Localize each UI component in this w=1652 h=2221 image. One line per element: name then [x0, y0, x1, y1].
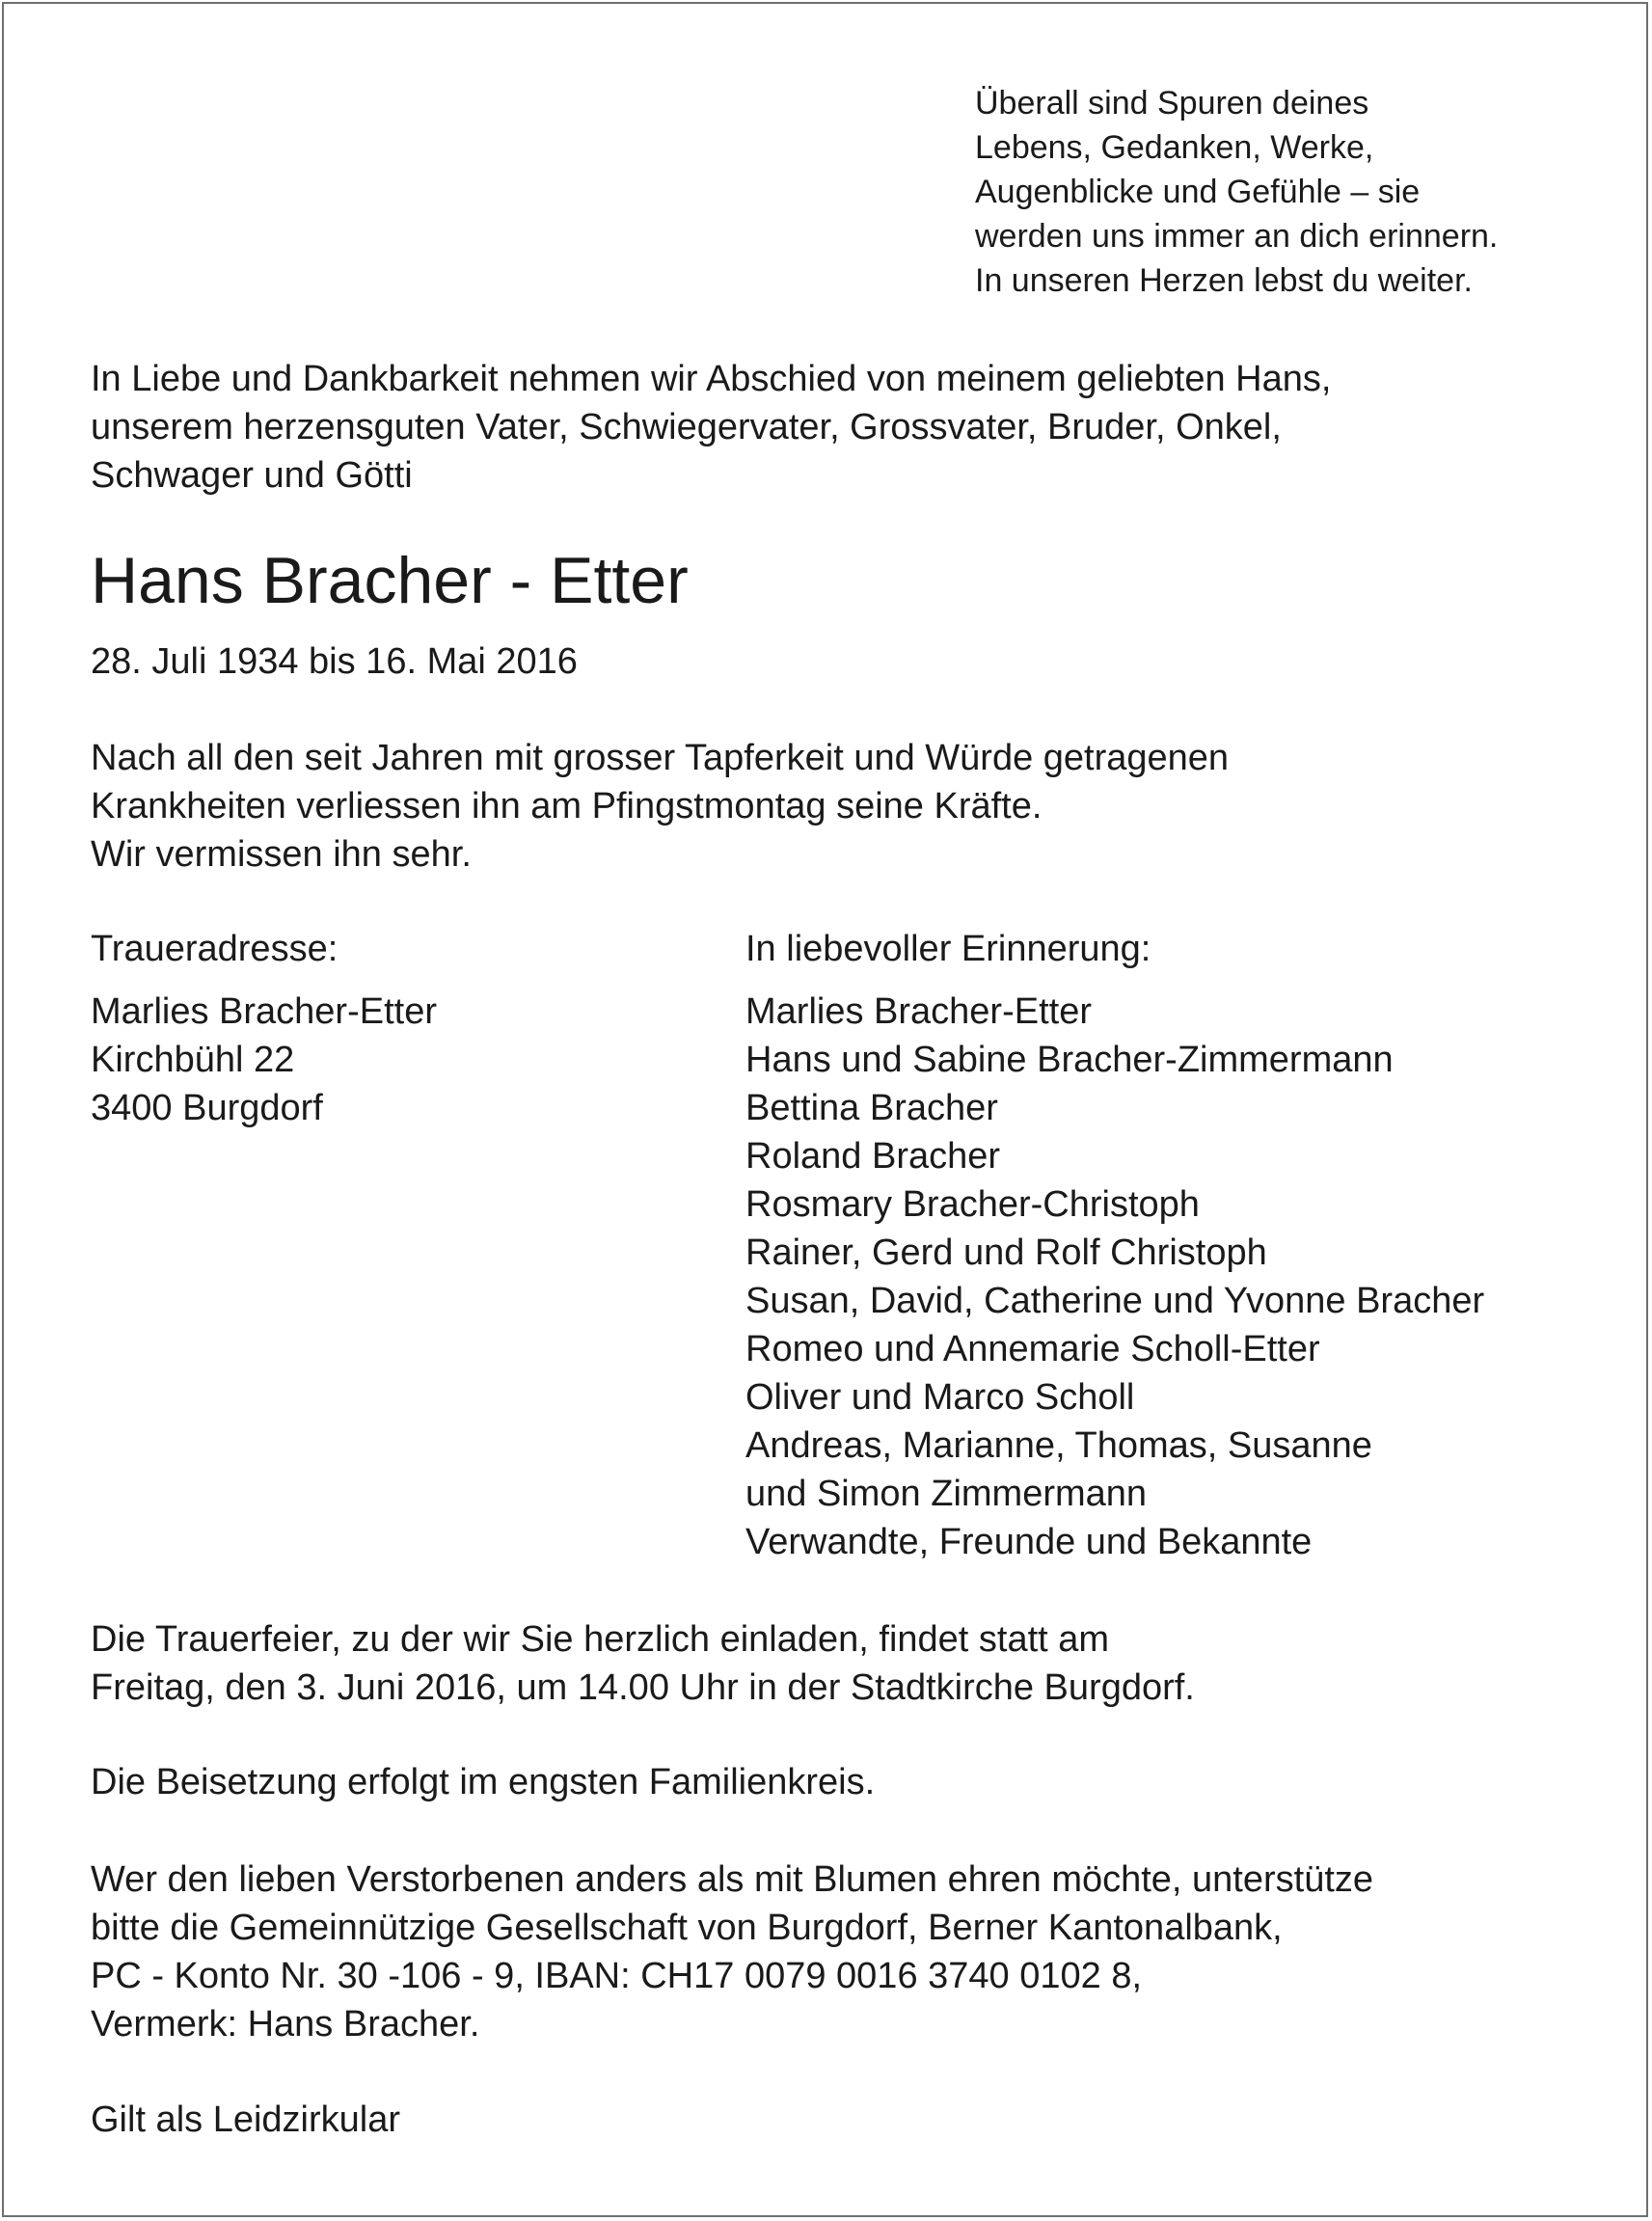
- mourner-line: Marlies Bracher-Etter: [745, 991, 1092, 1032]
- mourner-line: Rainer, Gerd und Rolf Christoph: [745, 1232, 1267, 1273]
- intro-paragraph: [91, 355, 1331, 500]
- mourner-line: Romeo und Annemarie Scholl-Etter: [745, 1329, 1320, 1369]
- mourner-line: Hans und Sabine Bracher-Zimmermann: [745, 1040, 1394, 1080]
- motto-line: Augenblicke und Gefühle – sie: [975, 174, 1421, 210]
- notice-line: Krankheiten verliessen ihn am Pfingstmontag seine Kräfte.: [91, 786, 1043, 826]
- address-line: 3400 Burgdorf: [91, 1088, 323, 1128]
- mourner-line: Andreas, Marianne, Thomas, Susanne: [745, 1425, 1372, 1466]
- donation-line: bitte die Gemeinnützige Gesellschaft von Burgdorf, Berner Kantonalbank,: [91, 1908, 1283, 1948]
- address-line: Kirchbühl 22: [91, 1040, 295, 1080]
- mourner-line: und Simon Zimmermann: [745, 1474, 1148, 1514]
- mourner-line: Rosmary Bracher-Christoph: [745, 1184, 1200, 1225]
- motto-line: In unseren Herzen lebst du weiter.: [975, 262, 1473, 299]
- address-label: Traueradresse:: [91, 929, 339, 969]
- notice-line: Wir vermissen ihn sehr.: [91, 834, 472, 875]
- mourner-line: Bettina Bracher: [745, 1088, 998, 1128]
- intro-line: unserem herzensguten Vater, Schwiegervater, Grossvater, Bruder, Onkel,: [91, 407, 1282, 447]
- notice-line: Nach all den seit Jahren mit grosser Tapferkeit und Würde getragenen: [91, 738, 1230, 778]
- intro-line: In Liebe und Dankbarkeit nehmen wir Abschied von meinem geliebten Hans,: [91, 359, 1332, 399]
- address-line: Marlies Bracher-Etter: [91, 991, 437, 1032]
- motto-line: Lebens, Gedanken, Werke,: [975, 129, 1374, 166]
- mourner-line: Roland Bracher: [745, 1136, 1001, 1177]
- mourning-address: [91, 988, 437, 1132]
- mourner-line: Oliver und Marco Scholl: [745, 1377, 1135, 1418]
- circular-note: Gilt als Leidzirkular: [91, 2099, 400, 2140]
- burial-note: Die Beisetzung erfolgt im engsten Familienkreis.: [91, 1762, 876, 1802]
- donation-line: Wer den lieben Verstorbenen anders als mit Blumen ehren möchte, unterstütze: [91, 1859, 1374, 1900]
- motto-line: Überall sind Spuren deines: [975, 85, 1369, 122]
- mourners-label: In liebevoller Erinnerung:: [745, 929, 1151, 969]
- intro-line: Schwager und Götti: [91, 455, 413, 496]
- motto-quote: [975, 81, 1498, 303]
- mourner-line: Susan, David, Catherine und Yvonne Bracher: [745, 1281, 1485, 1321]
- mourner-line: Verwandte, Freunde und Bekannte: [745, 1522, 1313, 1562]
- ceremony-line: Freitag, den 3. Juni 2016, um 14.00 Uhr in der Stadtkirche Burgdorf.: [91, 1667, 1195, 1708]
- mourners-list: [745, 988, 1484, 1566]
- donation-line: Vermerk: Hans Bracher.: [91, 2004, 480, 2045]
- donation-paragraph: [91, 1855, 1373, 2048]
- life-dates: 28. Juli 1934 bis 16. Mai 2016: [91, 641, 578, 682]
- ceremony-paragraph: [91, 1615, 1195, 1712]
- ceremony-line: Die Trauerfeier, zu der wir Sie herzlich einladen, findet statt am: [91, 1619, 1110, 1660]
- motto-line: werden uns immer an dich erinnern.: [975, 218, 1499, 255]
- donation-line: PC - Konto Nr. 30 -106 - 9, IBAN: CH17 0079 0016 3740 0102 8,: [91, 1956, 1143, 1996]
- deceased-name: Hans Bracher - Etter: [91, 544, 689, 617]
- notice-paragraph: [91, 734, 1229, 879]
